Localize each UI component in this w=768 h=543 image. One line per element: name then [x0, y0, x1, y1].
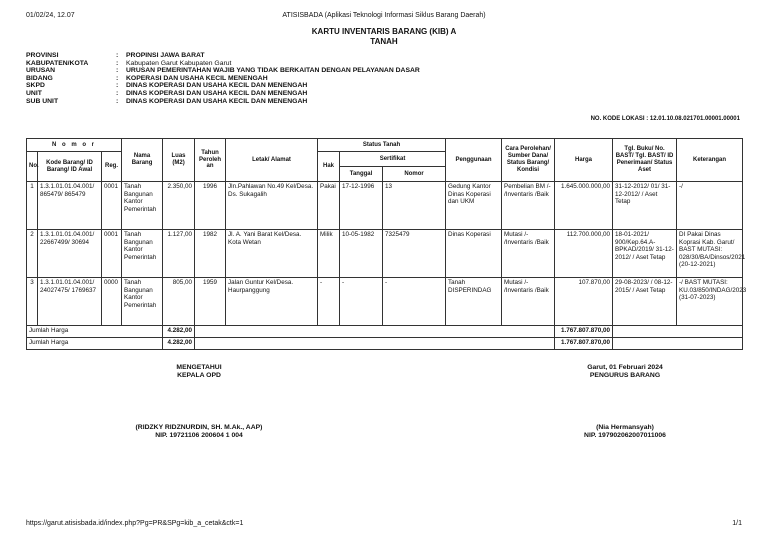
total-label: Jumlah Harga	[27, 338, 163, 350]
header-nama: Nama Barang	[122, 139, 163, 182]
cell-tgl-buku: 29-08-2023/ / 08-12-2015/ / Aset Tetap	[613, 278, 677, 326]
header-nomor: N o m o r	[27, 139, 122, 152]
header-harga: Harga	[555, 139, 613, 182]
cell-nomor: -	[383, 278, 446, 326]
header-row-unit: UNIT : DINAS KOPERASI DAN USAHA KECIL DAN MENENGAH	[26, 89, 308, 97]
header-tanggal: Tanggal	[340, 167, 383, 182]
header-kode: Kode Barang/ ID Barang/ ID Awal	[38, 152, 102, 182]
cell-kode: 1.3.1.01.01.04.001/ 24027475/ 1769637	[38, 278, 102, 326]
cell-hak: Pakai	[318, 182, 340, 230]
cell-hak: Milik	[318, 230, 340, 278]
table-row	[27, 230, 743, 278]
header-hak: Hak	[318, 152, 340, 182]
cell-tahun: 1959	[195, 278, 226, 326]
cell-letak: Jl. A. Yani Barat Kel/Desa. Kota Wetan	[226, 230, 318, 278]
cell-nama: Tanah Bangunan Kantor Pemerintah	[122, 230, 163, 278]
table-row	[27, 278, 743, 326]
header-tgl-buku: Tgl. Buku/ No. BAST/ Tgl. BAST/ ID Penerimaan/ Status Aset	[613, 139, 677, 182]
header-no: No.	[27, 152, 38, 182]
print-datetime: 01/02/24, 12.07	[26, 12, 75, 19]
cell-nama: Tanah Bangunan Kantor Pemerintah	[122, 182, 163, 230]
signature-left-nip: NIP. 19721106 200604 1 004	[155, 432, 243, 439]
signature-right-name: (Nia Hermansyah)	[596, 424, 654, 431]
cell-no: 1	[27, 182, 38, 230]
header-row-bidang: BIDANG : KOPERASI DAN USAHA KECIL MENENGAH	[26, 74, 268, 82]
cell-harga: 107.870,00	[555, 278, 613, 326]
signature-right-nip: NIP. 197902062007011006	[584, 432, 666, 439]
cell-kode: 1.3.1.01.01.04.001/ 22667499/ 30694	[38, 230, 102, 278]
cell-hak: -	[318, 278, 340, 326]
cell-nomor: 13	[383, 182, 446, 230]
total-luas: 4.282,00	[163, 338, 195, 350]
cell-nama: Tanah Bangunan Kantor Pemerintah	[122, 278, 163, 326]
header-luas: Luas (M2)	[163, 139, 195, 182]
cell-tgl-buku: 18-01-2021/ 900/Kep.64.A-BPKAD/2019/ 31-12-2012/ / Aset Tetap	[613, 230, 677, 278]
header-status-tanah: Status Tanah	[318, 139, 446, 152]
kode-lokasi: NO. KODE LOKASI : 12.01.10.08.021701.00001.00001	[590, 116, 740, 122]
signature-right-block	[560, 424, 690, 440]
total-spacer	[195, 326, 555, 338]
cell-reg: 0001	[102, 230, 122, 278]
header-cara: Cara Perolehan/ Sumber Dana/ Status Barang/ Kondisi	[502, 139, 555, 182]
cell-penggunaan: Dinas Koperasi	[446, 230, 502, 278]
header-row-skpd: SKPD : DINAS KOPERASI DAN USAHA KECIL DAN MENENGAH	[26, 82, 308, 90]
header-penggunaan: Penggunaan	[446, 139, 502, 182]
signature-left-line1: MENGETAHUI	[176, 364, 222, 371]
cell-nomor: 7325479	[383, 230, 446, 278]
cell-cara: Pembelian BM /- /Inventaris /Baik	[502, 182, 555, 230]
cell-cara: Mutasi /- /Inventaris /Baik	[502, 278, 555, 326]
signature-right-title: PENGURUS BARANG	[589, 372, 661, 379]
cell-reg: 0001	[102, 182, 122, 230]
cell-tahun: 1996	[195, 182, 226, 230]
cell-letak: Jln.Pahlawan No.49 Kel/Desa. Ds. Sukagalih	[226, 182, 318, 230]
signature-left-line2: KEPALA OPD	[177, 372, 221, 379]
kib-table	[26, 138, 747, 350]
total-row	[27, 338, 743, 350]
cell-cara: Mutasi /- /Inventaris /Baik	[502, 230, 555, 278]
cell-tgl-buku: 31-12-2012/ 01/ 31-12-2012/ / Aset Tetap	[613, 182, 677, 230]
header-sertifikat: Sertifikat	[340, 152, 446, 167]
signature-left-name: (RIDZKY RIDZNURDIN, SH. M.Ak., AAP)	[135, 424, 263, 431]
cell-tahun: 1982	[195, 230, 226, 278]
header-keterangan: Keterangan	[677, 139, 743, 182]
total-luas: 4.282,00	[163, 326, 195, 338]
total-spacer	[613, 338, 743, 350]
cell-letak: Jalan Guntur Kel/Desa. Haurpanggung	[226, 278, 318, 326]
cell-tanggal: 17-12-1996	[340, 182, 383, 230]
cell-penggunaan: Tanah DISPERINDAG	[446, 278, 502, 326]
signature-left-heading	[144, 364, 254, 380]
header-reg: Reg.	[102, 152, 122, 182]
document-subtitle: TANAH	[370, 37, 398, 46]
signature-right-heading	[560, 364, 690, 380]
total-harga: 1.767.807.870,00	[555, 338, 613, 350]
total-spacer	[613, 326, 743, 338]
cell-luas: 805,00	[163, 278, 195, 326]
cell-keterangan: DI Pakai Dinas Koprasi Kab. Garut/ BAST MUTASI: 028/30/BA/Dinsos/2021 (20-12-2021)	[677, 230, 743, 278]
header-row-kabupaten: KABUPATEN/KOTA : Kabupaten Garut Kabupaten Garut	[26, 59, 232, 67]
header-letak: Letak/ Alamat	[226, 139, 318, 182]
cell-luas: 1.127,00	[163, 230, 195, 278]
cell-tanggal: 10-05-1982	[340, 230, 383, 278]
header-nomor-sertifikat: Nomor	[383, 167, 446, 182]
total-row	[27, 326, 743, 338]
header-row-urusan: URUSAN : URUSAN PEMERINTAHAN WAJIB YANG TIDAK BERKAITAN DENGAN PELAYANAN DASAR	[26, 67, 420, 75]
signature-left-block	[104, 424, 294, 440]
cell-keterangan: -/	[677, 182, 743, 230]
cell-no: 3	[27, 278, 38, 326]
table-row	[27, 182, 743, 230]
cell-kode: 1.3.1.01.01.04.001/ 865479/ 865479	[38, 182, 102, 230]
cell-no: 2	[27, 230, 38, 278]
cell-penggunaan: Gedung Kantor Dinas Koperasi dan UKM	[446, 182, 502, 230]
total-harga: 1.767.807.870,00	[555, 326, 613, 338]
cell-harga: 112.700.000,00	[555, 230, 613, 278]
header-row-provinsi: PROVINSI : PROPINSI JAWA BARAT	[26, 52, 205, 59]
cell-keterangan: -/ BAST MUTASI: KU.03/850/INDAG/2023 (31-07-2023)	[677, 278, 743, 326]
header-tahun: Tahun Peroleh an	[195, 139, 226, 182]
header-fields	[26, 52, 420, 105]
signature-right-date: Garut, 01 Februari 2024	[587, 364, 663, 371]
total-label: Jumlah Harga	[27, 326, 163, 338]
page-number: 1/1	[732, 520, 742, 527]
document-title: KARTU INVENTARIS BARANG (KIB) A	[311, 27, 457, 36]
print-url: https://garut.atisisbada.id/index.php?Pg=PR&SPg=kib_a_cetak&ctk=1	[26, 520, 244, 527]
cell-luas: 2.350,00	[163, 182, 195, 230]
total-spacer	[195, 338, 555, 350]
cell-tanggal: -	[340, 278, 383, 326]
header-row-sub-unit: SUB UNIT : DINAS KOPERASI DAN USAHA KECIL DAN MENENGAH	[26, 97, 308, 105]
cell-reg: 0000	[102, 278, 122, 326]
app-title: ATISISBADA (Aplikasi Teknologi Informasi Siklus Barang Daerah)	[282, 12, 486, 19]
cell-harga: 1.645.000.000,00	[555, 182, 613, 230]
